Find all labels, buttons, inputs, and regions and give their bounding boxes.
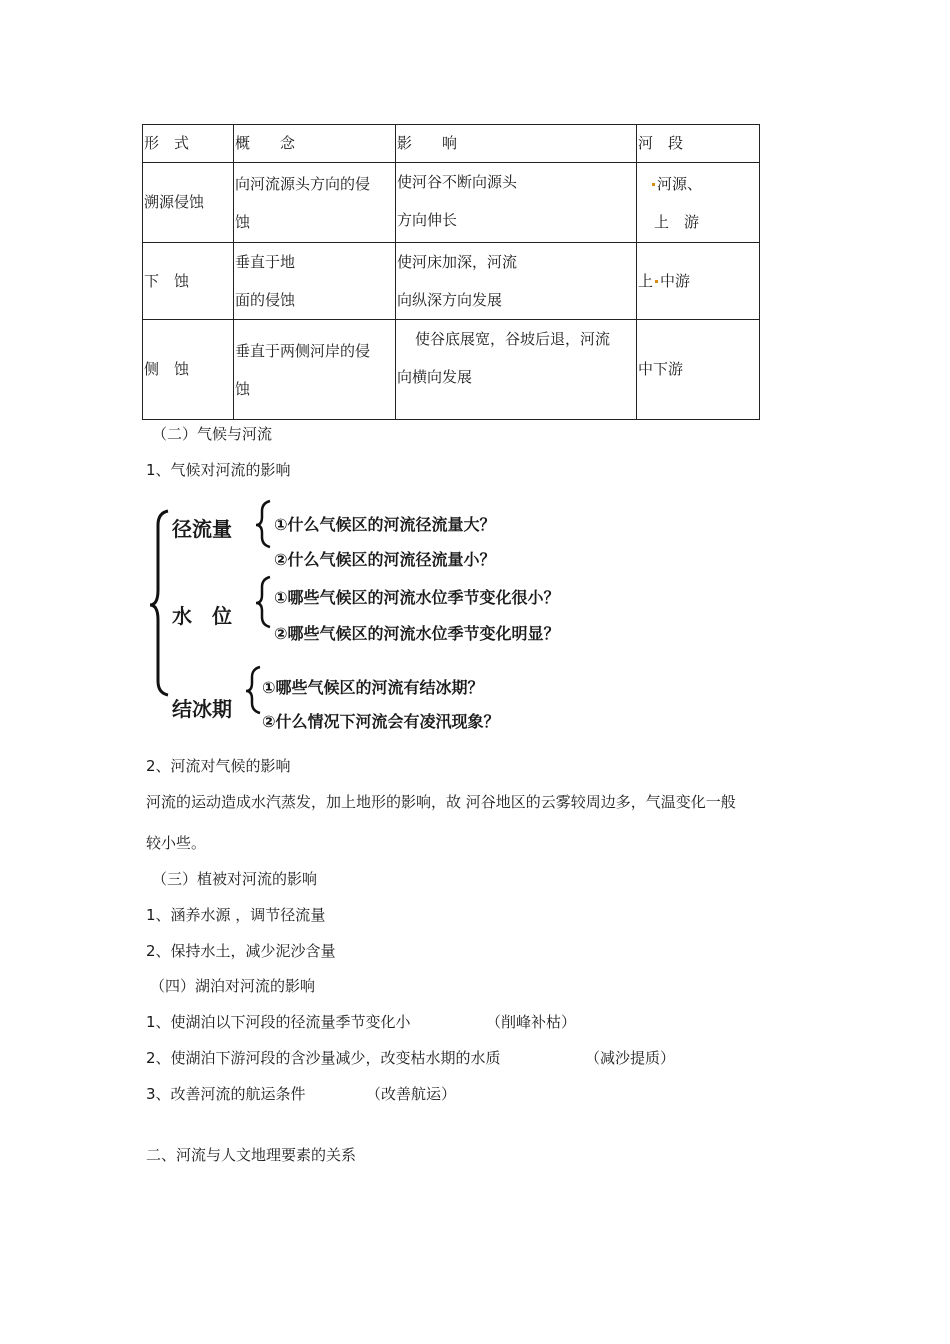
subsection-heading: 2、河流对气候的影响	[146, 757, 291, 775]
list-note: （改善航运）	[366, 1085, 457, 1103]
mark-dot	[652, 183, 655, 186]
paragraph-line: 较小些。	[146, 834, 207, 852]
main-brace	[150, 511, 168, 695]
header-form: 形 式	[143, 125, 234, 163]
section-heading: （四）湖泊对河流的影响	[150, 977, 316, 995]
list-item: 3、改善河流的航运条件	[146, 1085, 306, 1103]
list-note: （减沙提质）	[585, 1049, 676, 1067]
cell-line: 中游	[660, 271, 691, 290]
brace-runoff	[256, 501, 270, 547]
label-water-level: 水 位	[172, 604, 232, 628]
header-concept: 概 念	[234, 125, 396, 163]
question: ②什么情况下河流会有凌汛现象？	[262, 712, 500, 731]
list-item: 1、涵养水源 ，调节径流量	[146, 906, 326, 924]
cell-line: 使谷底展宽，谷坡后退，河流	[415, 330, 611, 348]
cell-line: 蚀	[235, 379, 251, 398]
section-heading: （三）植被对河流的影响	[152, 870, 318, 888]
cell-line: 使河谷不断向源头	[397, 173, 518, 191]
cell-line: 向横向发展	[397, 368, 473, 386]
cell-line: 向纵深方向发展	[397, 291, 503, 309]
cell-form: 侧 蚀	[143, 320, 234, 420]
cell-concept	[234, 163, 396, 243]
cell-line: 面的侵蚀	[235, 291, 296, 309]
list-note: （削峰补枯）	[486, 1013, 577, 1031]
table-header-row	[143, 125, 760, 163]
question: ②哪些气候区的河流水位季节变化明显？	[274, 624, 560, 643]
climate-diagram	[150, 495, 670, 731]
cell-line: 上 游	[654, 212, 700, 231]
cell-form: 溯源侵蚀	[143, 163, 234, 243]
cell-line: 上	[638, 271, 654, 290]
cell-line: 蚀	[235, 212, 251, 231]
cell-line: 方向伸长	[397, 211, 458, 229]
subsection-heading: 1、气候对河流的影响	[146, 461, 291, 479]
cell-segment	[637, 243, 760, 320]
paragraph-line: 河流的运动造成水汽蒸发，加上地形的影响，故 河谷地区的云雾较周边多，气温变化一般	[146, 793, 736, 811]
cell-segment: 中下游	[637, 320, 760, 420]
cell-concept	[234, 320, 396, 420]
cell-form: 下 蚀	[143, 243, 234, 320]
cell-line: 使河床加深，河流	[397, 253, 518, 271]
list-item: 2、保持水土，减少泥沙含量	[146, 942, 336, 960]
cell-effect	[396, 320, 637, 420]
label-runoff: 径流量	[172, 517, 232, 541]
cell-line: 垂直于两侧河岸的侵	[235, 341, 371, 360]
table-row	[143, 163, 760, 243]
question: ②什么气候区的河流径流量小？	[274, 550, 496, 569]
table-row	[143, 320, 760, 420]
list-item: 1、使湖泊以下河段的径流量季节变化小	[146, 1013, 411, 1031]
cell-effect	[396, 163, 637, 243]
brace-water-level	[256, 577, 270, 627]
cell-concept	[234, 243, 396, 320]
mark-dot	[655, 280, 658, 283]
list-item: 2、使湖泊下游河段的含沙量减少，改变枯水期的水质	[146, 1049, 501, 1067]
header-segment: 河 段	[637, 125, 760, 163]
cell-effect	[396, 243, 637, 320]
cell-line: 垂直于地	[235, 253, 296, 271]
label-freezing: 结冰期	[172, 697, 232, 721]
part-heading: 二、河流与人文地理要素的关系	[146, 1146, 357, 1164]
cell-line: 河源、	[657, 174, 703, 193]
question: ①哪些气候区的河流有结冰期？	[262, 678, 484, 697]
cell-line: 向河流源头方向的侵	[235, 174, 371, 193]
question: ①什么气候区的河流径流量大？	[274, 515, 496, 534]
cell-segment	[637, 163, 760, 243]
header-effect: 影 响	[396, 125, 637, 163]
erosion-table	[142, 124, 760, 420]
section-heading: （二）气候与河流	[152, 425, 273, 443]
table-row	[143, 243, 760, 320]
question: ①哪些气候区的河流水位季节变化很小？	[274, 588, 560, 607]
brace-freezing	[246, 667, 260, 713]
